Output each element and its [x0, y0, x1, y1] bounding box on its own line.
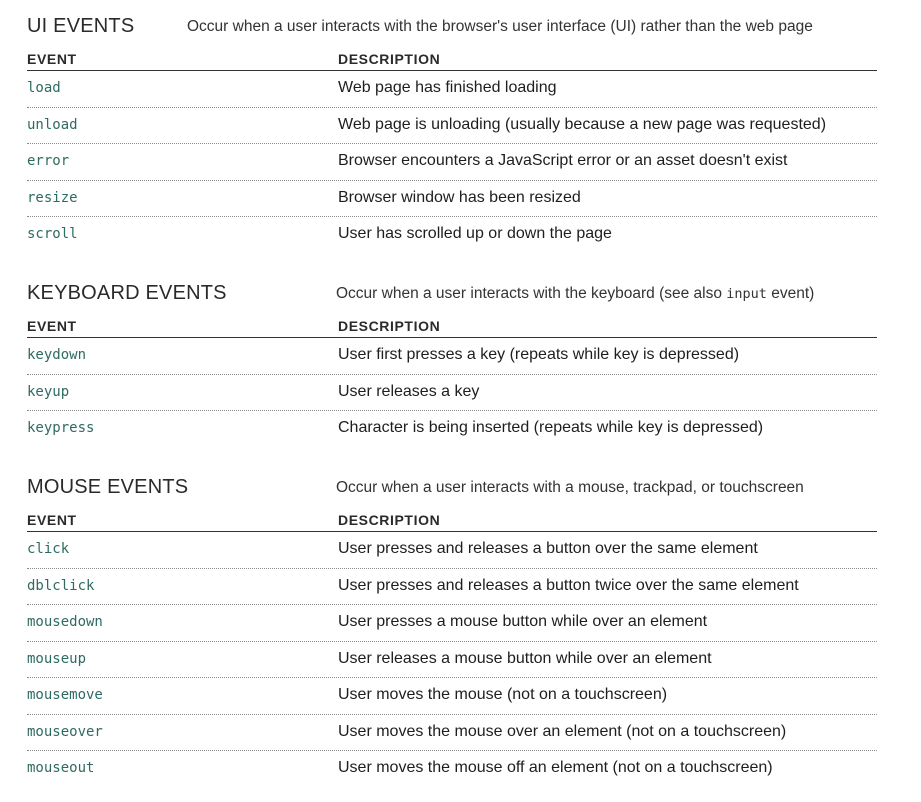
- event-description: Web page is unloading (usually because a new page was requested): [338, 115, 827, 133]
- event-description: Browser encounters a JavaScript error or an asset doesn't exist: [338, 152, 788, 169]
- description-text: Occur when a user interacts with the keyboard (see also: [336, 285, 727, 302]
- event-name: keydown: [27, 347, 87, 363]
- inline-code: input: [726, 286, 767, 302]
- event-name: error: [27, 153, 70, 169]
- section-description: Occur when a user interacts with a mouse, trackpad, or touchscreen: [336, 479, 804, 496]
- table-row: [27, 338, 877, 375]
- table-header: [27, 45, 877, 71]
- event-name: load: [27, 80, 61, 96]
- event-name: mousemove: [27, 687, 103, 703]
- event-description: User releases a mouse button while over an element: [338, 649, 712, 667]
- table-header: [27, 506, 877, 532]
- section-title: UI EVENTS: [27, 15, 135, 37]
- event-name: keypress: [27, 420, 95, 436]
- section-title: KEYBOARD EVENTS: [27, 282, 227, 304]
- table-row: [27, 71, 877, 108]
- table-row: [27, 144, 877, 181]
- ui-events-section: [27, 15, 877, 253]
- event-description: User moves the mouse over an element (not on a touchscreen): [338, 722, 787, 740]
- section-description: [336, 285, 814, 303]
- column-header-event: EVENT: [27, 51, 77, 67]
- table-header: [27, 312, 877, 338]
- event-description: User first presses a key (repeats while key is depressed): [338, 346, 740, 363]
- table-row: [27, 375, 877, 412]
- table-row: [27, 217, 877, 253]
- event-description: Browser window has been resized: [338, 188, 581, 206]
- column-header-event: EVENT: [27, 318, 77, 334]
- event-description: Character is being inserted (repeats while key is depressed): [338, 419, 764, 436]
- event-description: User moves the mouse off an element (not on a touchscreen): [338, 759, 773, 776]
- section-header: [27, 282, 877, 312]
- section-title: MOUSE EVENTS: [27, 476, 189, 498]
- event-name: unload: [27, 116, 78, 133]
- mouse-events-section: [27, 476, 877, 787]
- section-header: [27, 476, 877, 506]
- event-name: mousedown: [27, 614, 103, 630]
- section-header: [27, 15, 877, 45]
- event-name: dblclick: [27, 577, 95, 594]
- table-row: [27, 181, 877, 218]
- column-header-description: DESCRIPTION: [338, 512, 441, 528]
- event-name: mouseup: [27, 650, 87, 667]
- table-row: [27, 751, 877, 787]
- column-header-event: EVENT: [27, 512, 77, 528]
- event-name: keyup: [27, 383, 70, 400]
- event-name: scroll: [27, 226, 78, 242]
- event-description: User has scrolled up or down the page: [338, 225, 612, 242]
- event-name: mouseout: [27, 760, 95, 776]
- event-name: mouseover: [27, 723, 103, 740]
- event-name: click: [27, 541, 70, 557]
- event-description: User presses and releases a button over the same element: [338, 540, 758, 557]
- table-row: [27, 605, 877, 642]
- column-header-description: DESCRIPTION: [338, 318, 441, 334]
- event-description: User releases a key: [338, 382, 480, 400]
- description-text: event): [766, 285, 815, 302]
- table-row: [27, 715, 877, 752]
- table-row: [27, 108, 877, 145]
- table-row: [27, 532, 877, 569]
- column-header-description: DESCRIPTION: [338, 51, 441, 67]
- table-row: [27, 642, 877, 679]
- event-description: User presses a mouse button while over an element: [338, 613, 708, 630]
- section-description: Occur when a user interacts with the browser's user interface (UI) rather than the web page: [187, 18, 813, 35]
- table-row: [27, 569, 877, 606]
- event-description: User moves the mouse (not on a touchscreen): [338, 686, 668, 703]
- keyboard-events-section: [27, 282, 877, 447]
- event-description: User presses and releases a button twice over the same element: [338, 576, 799, 594]
- table-row: [27, 411, 877, 447]
- table-row: [27, 678, 877, 715]
- event-name: resize: [27, 189, 78, 206]
- event-description: Web page has finished loading: [338, 79, 557, 96]
